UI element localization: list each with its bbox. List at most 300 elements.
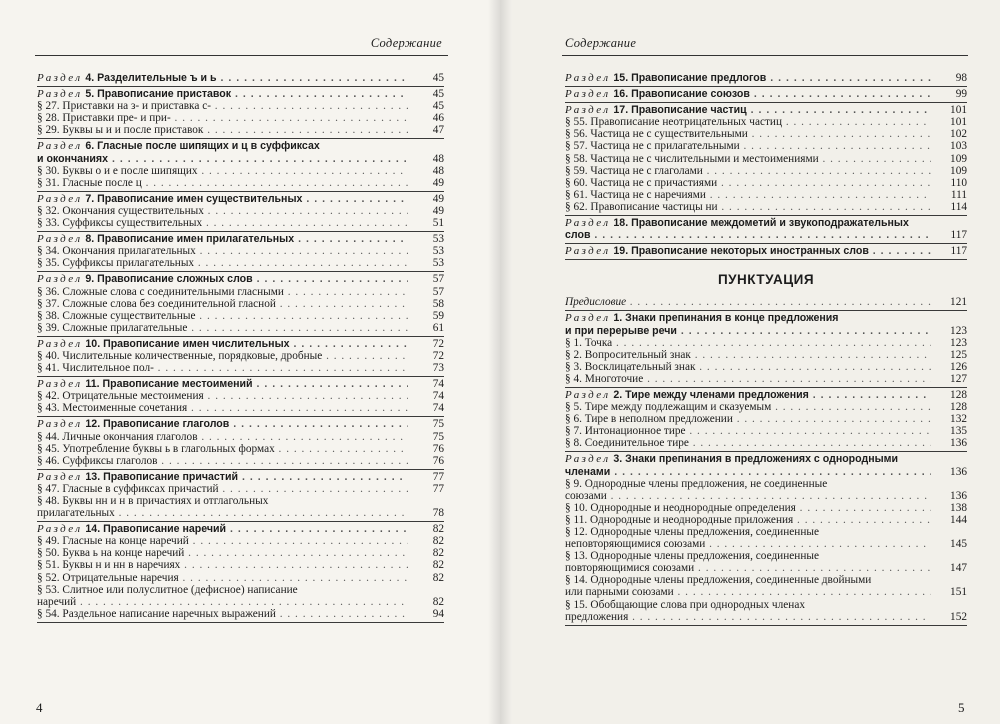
toc-entry-text: § 33. Суффиксы существительных bbox=[37, 217, 203, 230]
toc-page-number: 82 bbox=[432, 595, 444, 608]
toc-group bbox=[37, 337, 444, 377]
toc-entry bbox=[37, 217, 444, 229]
toc-entry-text: прилагательных bbox=[37, 507, 115, 520]
toc-entry-title bbox=[565, 599, 931, 611]
toc-entry-text: 2. Тире между членами предложения bbox=[613, 388, 809, 401]
toc-entry bbox=[565, 140, 967, 152]
toc-entry-text: Предисловие bbox=[565, 296, 627, 309]
toc-entry-text: повторяющимися союзами bbox=[565, 562, 695, 575]
toc-entry-text: § 27. Приставки на з- и приставка с- bbox=[37, 100, 211, 113]
toc-page-number: 103 bbox=[950, 140, 967, 153]
toc-page-number: 109 bbox=[950, 164, 967, 177]
toc-entry-title bbox=[37, 431, 408, 443]
toc-entry-title bbox=[565, 229, 931, 241]
toc-page-number: 144 bbox=[950, 513, 967, 526]
toc-entry bbox=[37, 193, 444, 205]
section-label: Раздел bbox=[565, 217, 611, 230]
toc-entry-text: § 13. Однородные члены предложения, соединенные bbox=[565, 550, 819, 563]
toc-entry-text: § 37. Сложные слова без соединительной гласной bbox=[37, 297, 276, 310]
toc-entry bbox=[565, 425, 967, 437]
toc-page-number: 53 bbox=[432, 233, 444, 246]
toc-entry bbox=[565, 189, 967, 201]
toc-group bbox=[37, 192, 444, 232]
page-number-left: 4 bbox=[36, 700, 43, 715]
toc-entry-text: § 11. Однородные и неоднородные приложения bbox=[565, 513, 794, 526]
section-label: Раздел bbox=[565, 245, 611, 258]
toc-page-number: 57 bbox=[432, 285, 444, 298]
toc-entry-text: § 3. Восклицательный знак bbox=[565, 360, 696, 373]
toc-entry-title bbox=[37, 233, 408, 245]
toc-page-number: 59 bbox=[432, 309, 444, 322]
toc-entry-title bbox=[37, 443, 408, 455]
toc-entry-text: и окончаниях bbox=[37, 152, 108, 165]
toc-entry bbox=[565, 128, 967, 140]
toc-entry bbox=[37, 153, 444, 165]
toc-entry-text: 1. Знаки препинания в конце предложения bbox=[613, 312, 839, 325]
toc-entry bbox=[565, 201, 967, 213]
toc-entry bbox=[37, 535, 444, 547]
toc-page-number: 101 bbox=[950, 116, 967, 129]
toc-entry-title bbox=[565, 538, 931, 550]
toc-page-number: 61 bbox=[432, 321, 444, 334]
toc-entry-title bbox=[565, 478, 931, 490]
toc-page-number: 117 bbox=[950, 245, 967, 258]
toc-page-number: 121 bbox=[950, 296, 967, 309]
toc-entry-text: 14. Правописание наречий bbox=[85, 523, 227, 536]
section-title-punctuation: ПУНКТУАЦИЯ bbox=[717, 272, 815, 288]
toc-entry-title bbox=[565, 425, 931, 437]
toc-page-number: 102 bbox=[950, 128, 967, 141]
toc-entry bbox=[37, 298, 444, 310]
toc-entry bbox=[37, 608, 444, 620]
toc-entry-title bbox=[37, 217, 408, 229]
toc-entry bbox=[37, 455, 444, 467]
toc-entry-text: § 8. Соединительное тире bbox=[565, 437, 689, 450]
toc-page-number: 136 bbox=[950, 437, 967, 450]
toc-entry-title bbox=[565, 574, 931, 586]
toc-page-number: 123 bbox=[950, 324, 967, 337]
toc-page-number: 77 bbox=[432, 482, 444, 495]
toc-entry-text: § 28. Приставки пре- и при- bbox=[37, 112, 171, 125]
toc-entry bbox=[37, 402, 444, 414]
toc-page-number: 152 bbox=[950, 610, 967, 623]
toc-page-number: 45 bbox=[432, 72, 444, 84]
toc-page-number: 128 bbox=[950, 388, 967, 401]
toc-entry bbox=[37, 547, 444, 559]
toc-entry bbox=[37, 205, 444, 217]
toc-entry-title bbox=[37, 298, 408, 310]
section-label: Раздел bbox=[565, 453, 611, 466]
toc-entry-title bbox=[37, 455, 408, 467]
toc-page-number: 136 bbox=[950, 489, 967, 502]
toc-entry bbox=[37, 390, 444, 402]
toc-entry-text: предложения bbox=[565, 610, 629, 623]
toc-page-number: 57 bbox=[432, 273, 444, 286]
toc-entry bbox=[565, 337, 967, 349]
toc-entry-title bbox=[37, 177, 408, 189]
toc-group bbox=[37, 470, 444, 522]
toc-entry-title bbox=[37, 584, 408, 596]
toc-entry-text: § 1. Точка bbox=[565, 336, 613, 349]
toc-entry-text: 8. Правописание имен прилагательных bbox=[85, 233, 295, 246]
toc-entry-text: § 58. Частица не с числительными и местоимениями bbox=[565, 152, 819, 165]
toc-entry bbox=[565, 538, 967, 550]
toc-entry-text: § 2. Вопросительный знак bbox=[565, 348, 691, 361]
toc-entry bbox=[37, 338, 444, 350]
toc-entry bbox=[565, 526, 967, 538]
toc-page-number: 109 bbox=[950, 152, 967, 165]
toc-group bbox=[565, 87, 967, 103]
toc-entry bbox=[565, 325, 967, 337]
toc-entry-text: 5. Правописание приставок bbox=[85, 88, 232, 101]
toc-entry-text: 18. Правописание междометий и звукоподражательных bbox=[613, 217, 909, 230]
toc-entry bbox=[565, 373, 967, 385]
toc-entry-text: 13. Правописание причастий bbox=[85, 470, 238, 483]
toc-page-number: 58 bbox=[432, 297, 444, 310]
toc-entry-title bbox=[37, 402, 408, 414]
toc-entry bbox=[37, 584, 444, 596]
toc-left bbox=[37, 72, 444, 623]
toc-entry bbox=[37, 233, 444, 245]
toc-entry-text: 4. Разделительные ъ и ь bbox=[85, 72, 217, 84]
toc-group bbox=[37, 139, 444, 191]
toc-page-number: 82 bbox=[432, 523, 444, 536]
toc-entry bbox=[565, 466, 967, 478]
toc-entry-text: § 29. Буквы ы и и после приставок bbox=[37, 124, 204, 137]
toc-entry bbox=[565, 361, 967, 373]
toc-entry-title bbox=[565, 490, 931, 502]
header-rule-right bbox=[562, 55, 968, 56]
toc-entry-text: § 14. Однородные члены предложения, соединенные двойными bbox=[565, 574, 872, 587]
toc-entry-text: § 45. Употребление буквы ь в глагольных формах bbox=[37, 442, 275, 455]
toc-entry-text: неповторяющимися союзами bbox=[565, 538, 706, 551]
header-rule-left bbox=[35, 55, 448, 56]
toc-entry-text: § 39. Сложные прилагательные bbox=[37, 321, 188, 334]
toc-entry-title bbox=[565, 514, 931, 526]
toc-entry-text: § 10. Однородные и неоднородные определения bbox=[565, 501, 796, 514]
toc-entry-text: § 43. Местоименные сочетания bbox=[37, 402, 188, 415]
toc-entry bbox=[37, 273, 444, 285]
toc-entry-title bbox=[565, 526, 931, 538]
toc-entry-title bbox=[37, 547, 408, 559]
toc-entry-text: § 40. Числительные количественные, порядковые, дробные bbox=[37, 349, 323, 362]
toc-entry bbox=[37, 165, 444, 177]
toc-entry-text: § 59. Частица не с глаголами bbox=[565, 164, 703, 177]
toc-entry-text: 7. Правописание имен существительных bbox=[85, 192, 303, 205]
toc-entry-text: 6. Гласные после шипящих и ц в суффиксах bbox=[85, 140, 320, 153]
book-gutter bbox=[488, 0, 512, 724]
toc-group bbox=[37, 377, 444, 417]
toc-entry-title bbox=[37, 471, 408, 483]
toc-entry bbox=[37, 495, 444, 507]
toc-right bbox=[565, 72, 967, 626]
toc-entry bbox=[565, 502, 967, 514]
toc-page-number: 49 bbox=[432, 176, 444, 189]
toc-entry-title bbox=[565, 165, 931, 177]
toc-entry-title bbox=[37, 362, 408, 374]
toc-entry-text: § 48. Буквы нн и н в причастиях и отглагольных bbox=[37, 495, 269, 507]
toc-entry bbox=[565, 165, 967, 177]
toc-entry-text: § 56. Частица не с существительными bbox=[565, 128, 748, 141]
toc-entry-title bbox=[565, 466, 931, 478]
toc-entry bbox=[37, 471, 444, 483]
page-number-right: 5 bbox=[958, 700, 965, 715]
toc-page-number: 145 bbox=[950, 538, 967, 551]
toc-page-number: 47 bbox=[432, 124, 444, 137]
toc-entry-title bbox=[37, 193, 408, 205]
toc-page-number: 94 bbox=[432, 607, 444, 620]
toc-entry-title bbox=[37, 572, 408, 584]
toc-entry-title bbox=[37, 88, 408, 100]
toc-entry bbox=[565, 574, 967, 586]
toc-entry bbox=[37, 483, 444, 495]
toc-entry bbox=[565, 478, 967, 490]
toc-page-number: 138 bbox=[950, 501, 967, 514]
toc-entry bbox=[565, 312, 967, 324]
toc-entry-title bbox=[565, 401, 931, 413]
toc-entry-title bbox=[37, 322, 408, 334]
toc-entry-title bbox=[565, 453, 931, 465]
toc-entry-text: или парными союзами bbox=[565, 586, 674, 599]
toc-entry bbox=[565, 413, 967, 425]
toc-entry bbox=[565, 453, 967, 465]
toc-page-number: 74 bbox=[432, 402, 444, 415]
toc-entry-title bbox=[565, 296, 931, 308]
toc-entry-title bbox=[565, 217, 931, 229]
toc-entry bbox=[565, 88, 967, 100]
toc-entry-title bbox=[37, 112, 408, 124]
toc-entry-text: § 34. Окончания прилагательных bbox=[37, 245, 196, 258]
toc-entry-title bbox=[565, 437, 931, 449]
toc-entry-text: § 35. Суффиксы прилагательных bbox=[37, 257, 195, 270]
toc-entry bbox=[565, 229, 967, 241]
toc-entry bbox=[565, 296, 967, 308]
section-label: Раздел bbox=[37, 470, 83, 483]
toc-page-number: 82 bbox=[432, 559, 444, 572]
toc-entry bbox=[565, 349, 967, 361]
toc-entry bbox=[565, 514, 967, 526]
toc-page-number: 127 bbox=[950, 372, 967, 385]
toc-page-number: 132 bbox=[950, 413, 967, 426]
section-label: Раздел bbox=[565, 88, 611, 101]
toc-entry bbox=[37, 245, 444, 257]
toc-group bbox=[565, 452, 967, 625]
toc-entry-text: 12. Правописание глаголов bbox=[85, 418, 230, 431]
toc-entry bbox=[37, 431, 444, 443]
toc-entry-text: § 57. Частица не с прилагательными bbox=[565, 140, 740, 153]
toc-entry-text: § 49. Гласные на конце наречий bbox=[37, 535, 189, 548]
toc-entry bbox=[565, 490, 967, 502]
toc-page-number: 123 bbox=[950, 336, 967, 349]
toc-entry bbox=[565, 562, 967, 574]
toc-right-spelling bbox=[565, 72, 967, 260]
toc-page-number: 73 bbox=[432, 362, 444, 375]
toc-page-number: 51 bbox=[432, 217, 444, 230]
toc-entry-title bbox=[565, 611, 931, 623]
toc-group bbox=[565, 388, 967, 452]
toc-entry-text: 3. Знаки препинания в предложениях с однородными bbox=[613, 453, 899, 466]
toc-page-number: 78 bbox=[432, 507, 444, 520]
right-page bbox=[500, 0, 1000, 724]
toc-entry-title bbox=[565, 562, 931, 574]
running-head-right: Содержание bbox=[565, 36, 637, 50]
toc-entry-text: союзами bbox=[565, 489, 607, 502]
section-label: Раздел bbox=[37, 140, 83, 153]
section-label: Раздел bbox=[37, 273, 83, 286]
toc-entry bbox=[37, 124, 444, 136]
toc-entry bbox=[565, 389, 967, 401]
toc-group bbox=[565, 296, 967, 311]
toc-entry-title bbox=[565, 349, 931, 361]
toc-entry bbox=[37, 310, 444, 322]
toc-entry bbox=[37, 559, 444, 571]
toc-entry-text: § 5. Тире между подлежащим и сказуемым bbox=[565, 401, 772, 414]
toc-page-number: 74 bbox=[432, 378, 444, 391]
toc-entry-text: членами bbox=[565, 465, 611, 478]
toc-entry-text: 19. Правописание некоторых иностранных слов bbox=[613, 245, 869, 258]
toc-entry bbox=[37, 572, 444, 584]
toc-entry-title bbox=[565, 116, 931, 128]
toc-entry-title bbox=[37, 535, 408, 547]
toc-group bbox=[565, 244, 967, 260]
toc-entry-text: § 36. Сложные слова с соединительными гласными bbox=[37, 285, 284, 298]
running-head-left: Содержание bbox=[370, 36, 442, 50]
toc-group bbox=[37, 232, 444, 272]
toc-entry-text: § 60. Частица не с причастиями bbox=[565, 176, 718, 189]
toc-page-number: 125 bbox=[950, 348, 967, 361]
toc-entry bbox=[565, 599, 967, 611]
toc-group bbox=[37, 87, 444, 139]
toc-page-number: 126 bbox=[950, 360, 967, 373]
section-label: Раздел bbox=[565, 312, 611, 325]
toc-page-number: 76 bbox=[432, 442, 444, 455]
toc-entry bbox=[565, 177, 967, 189]
section-label: Раздел bbox=[565, 388, 611, 401]
toc-group bbox=[37, 522, 444, 623]
toc-entry-text: § 9. Однородные члены предложения, не соединенные bbox=[565, 477, 828, 490]
toc-entry-text: § 4. Многоточие bbox=[565, 372, 644, 385]
toc-entry bbox=[37, 507, 444, 519]
toc-entry-title bbox=[565, 104, 931, 116]
toc-entry-title bbox=[37, 205, 408, 217]
toc-entry bbox=[37, 177, 444, 189]
toc-entry-title bbox=[37, 310, 408, 322]
toc-page-number: 77 bbox=[432, 470, 444, 483]
toc-page-number: 151 bbox=[950, 586, 967, 599]
section-label: Раздел bbox=[37, 192, 83, 205]
toc-entry-title bbox=[565, 389, 931, 401]
toc-entry bbox=[565, 401, 967, 413]
toc-page-number: 48 bbox=[432, 164, 444, 177]
toc-page-number: 74 bbox=[432, 390, 444, 403]
toc-entry-title bbox=[565, 128, 931, 140]
toc-page-number: 75 bbox=[432, 418, 444, 431]
toc-entry bbox=[37, 418, 444, 430]
toc-entry bbox=[37, 140, 444, 152]
toc-entry-text: § 15. Обобщающие слова при однородных членах bbox=[565, 598, 805, 611]
toc-entry-title bbox=[37, 286, 408, 298]
toc-entry-text: § 41. Числительное пол- bbox=[37, 362, 154, 375]
toc-entry bbox=[37, 100, 444, 112]
toc-group bbox=[565, 103, 967, 216]
toc-page-number: 49 bbox=[432, 192, 444, 205]
toc-page-number: 101 bbox=[950, 104, 967, 117]
toc-entry-title bbox=[565, 201, 931, 213]
toc-page-number: 128 bbox=[950, 401, 967, 414]
toc-page-number: 72 bbox=[432, 337, 444, 350]
toc-entry-text: § 52. Отрицательные наречия bbox=[37, 571, 179, 584]
toc-page-number: 99 bbox=[955, 88, 967, 101]
toc-entry-text: § 30. Буквы о и е после шипящих bbox=[37, 164, 198, 177]
toc-entry-text: § 62. Правописание частицы ни bbox=[565, 200, 718, 213]
toc-page-number: 53 bbox=[432, 257, 444, 270]
toc-group bbox=[37, 272, 444, 336]
toc-entry-text: 16. Правописание союзов bbox=[613, 88, 750, 101]
toc-entry bbox=[37, 257, 444, 269]
toc-entry bbox=[37, 88, 444, 100]
toc-group bbox=[37, 72, 444, 87]
toc-entry-text: § 6. Тире в неполном предложении bbox=[565, 413, 733, 426]
toc-entry bbox=[565, 217, 967, 229]
toc-entry-title bbox=[565, 189, 931, 201]
toc-entry-text: 10. Правописание имен числительных bbox=[85, 337, 290, 350]
toc-entry bbox=[565, 245, 967, 257]
toc-entry bbox=[565, 116, 967, 128]
toc-entry-title bbox=[565, 502, 931, 514]
toc-entry-text: § 50. Буква ь на конце наречий bbox=[37, 547, 185, 560]
toc-page-number: 111 bbox=[950, 188, 967, 201]
toc-entry-text: 9. Правописание сложных слов bbox=[85, 273, 253, 286]
toc-page-number: 110 bbox=[950, 176, 967, 189]
toc-entry bbox=[37, 443, 444, 455]
toc-right-punctuation bbox=[565, 296, 967, 625]
toc-entry-text: § 42. Отрицательные местоимения bbox=[37, 390, 204, 403]
toc-entry bbox=[37, 350, 444, 362]
toc-page-number: 82 bbox=[432, 571, 444, 584]
toc-page-number: 135 bbox=[950, 425, 967, 438]
toc-group bbox=[565, 311, 967, 388]
toc-entry-title bbox=[37, 418, 408, 430]
toc-entry-text: § 31. Гласные после ц bbox=[37, 176, 142, 189]
toc-page-number: 45 bbox=[432, 100, 444, 113]
toc-entry-title bbox=[565, 72, 931, 84]
toc-entry-title bbox=[37, 165, 408, 177]
toc-page-number: 136 bbox=[950, 465, 967, 478]
toc-entry-title bbox=[565, 177, 931, 189]
section-label: Раздел bbox=[565, 72, 611, 84]
toc-entry bbox=[37, 362, 444, 374]
toc-group bbox=[565, 216, 967, 244]
section-label: Раздел bbox=[37, 337, 83, 350]
toc-entry-title bbox=[37, 124, 408, 136]
toc-entry-title bbox=[37, 338, 408, 350]
toc-entry-text: § 54. Раздельное написание наречных выражений bbox=[37, 607, 276, 620]
toc-entry-text: § 61. Частица не с наречиями bbox=[565, 188, 706, 201]
section-label: Раздел bbox=[37, 523, 83, 536]
section-label: Раздел bbox=[37, 418, 83, 431]
toc-entry bbox=[37, 596, 444, 608]
toc-page-number: 147 bbox=[950, 562, 967, 575]
toc-entry-title bbox=[37, 507, 408, 519]
toc-page-number: 72 bbox=[432, 349, 444, 362]
toc-entry-title bbox=[37, 495, 408, 507]
section-label: Раздел bbox=[37, 88, 83, 101]
toc-entry bbox=[565, 550, 967, 562]
toc-entry-text: слов bbox=[565, 229, 591, 242]
toc-entry-title bbox=[565, 245, 931, 257]
toc-entry-text: 17. Правописание частиц bbox=[613, 104, 747, 117]
toc-entry-text: и при перерыве речи bbox=[565, 324, 677, 337]
